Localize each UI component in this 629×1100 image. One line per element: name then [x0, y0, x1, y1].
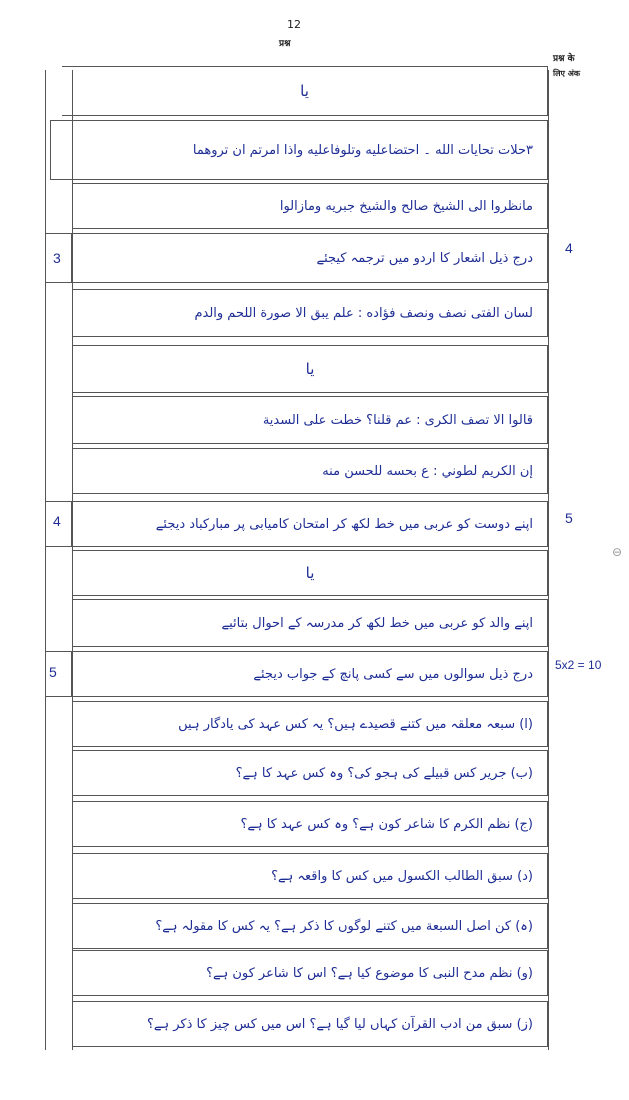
answer-row: (ج) نظم الکرم کا شاعر کون ہے؟ وہ کس عہد کا ہے؟ [72, 801, 548, 847]
answer-row: (ہ) کن اصل السبعة میں کتنے لوگوں کا ذکر ہے؟ یہ کس کا مقولہ ہے؟ [72, 903, 548, 949]
marks-column-line [548, 70, 549, 1050]
answer-row: مانظروا الى الشيخ صالح والشيخ جبريه ومازالوا [72, 183, 548, 229]
marks-column-label-2: लिए अंक [553, 69, 580, 78]
answer-row: (و) نظم مدح النبی کا موضوع کیا ہے؟ اس کا شاعر کون ہے؟ [72, 950, 548, 996]
question-number: 4 [53, 513, 61, 529]
marks-column-label-1: प्रश्न के [553, 54, 575, 64]
answer-row: إن الكريم لطوني : ع بحسه للحسن منه [72, 448, 548, 494]
marks-value: 4 [565, 240, 573, 256]
answer-row: درج ذیل سوالوں میں سے کسی پانچ کے جواب دیجئے [72, 651, 548, 697]
answer-row: ٣حلات تحايات الله ۔ احتضاعليه وتلوفاعليه واذا امرتم ان تروهما [50, 120, 548, 180]
question-column-label: प्रश्न [279, 39, 291, 49]
margin-mark: ⊖ [612, 545, 623, 559]
answer-row: یا [62, 66, 548, 116]
answer-row: درج ذیل اشعار کا اردو میں ترجمہ کیجئے [72, 233, 548, 283]
answer-row: قالوا الا تصف الكرى : عم قلنا؟ خطت على السدية [72, 396, 548, 444]
answer-row: یا [72, 345, 548, 393]
answer-row: اپنے دوست کو عربی میں خط لکھ کر امتحان کامیابی پر مبارکباد دیجئے [72, 501, 548, 547]
answer-row: (ز) سبق من ادب القرآن کہاں لیا گیا ہے؟ اس میں کس چیز کا ذکر ہے؟ [72, 1001, 548, 1047]
answer-row: اپنے والد کو عربی میں خط لکھ کر مدرسہ کے احوال بتائیے [72, 599, 548, 647]
answer-row: (ا) سبعہ معلقہ میں کتنے قصیدے ہیں؟ یہ کس عہد کی یادگار ہیں [72, 701, 548, 747]
answer-row: (ب) جریر کس قبیلے کی ہجو کی؟ وہ کس عہد کا ہے؟ [72, 750, 548, 796]
marks-value: 5x2 = 10 [555, 658, 602, 672]
answer-row: (د) سبق الطالب الکسول میں کس کا واقعہ ہے؟ [72, 853, 548, 899]
question-number: 3 [53, 250, 61, 266]
answer-row: یا [72, 550, 548, 596]
question-number: 5 [49, 664, 57, 680]
answer-row: لسان الفتی نصف ونصف فؤاده : علم يبق الا صورة اللحم والدم [72, 289, 548, 337]
page-number: 12 [287, 18, 301, 31]
marks-value: 5 [565, 510, 573, 526]
left-margin-line [45, 70, 46, 1050]
